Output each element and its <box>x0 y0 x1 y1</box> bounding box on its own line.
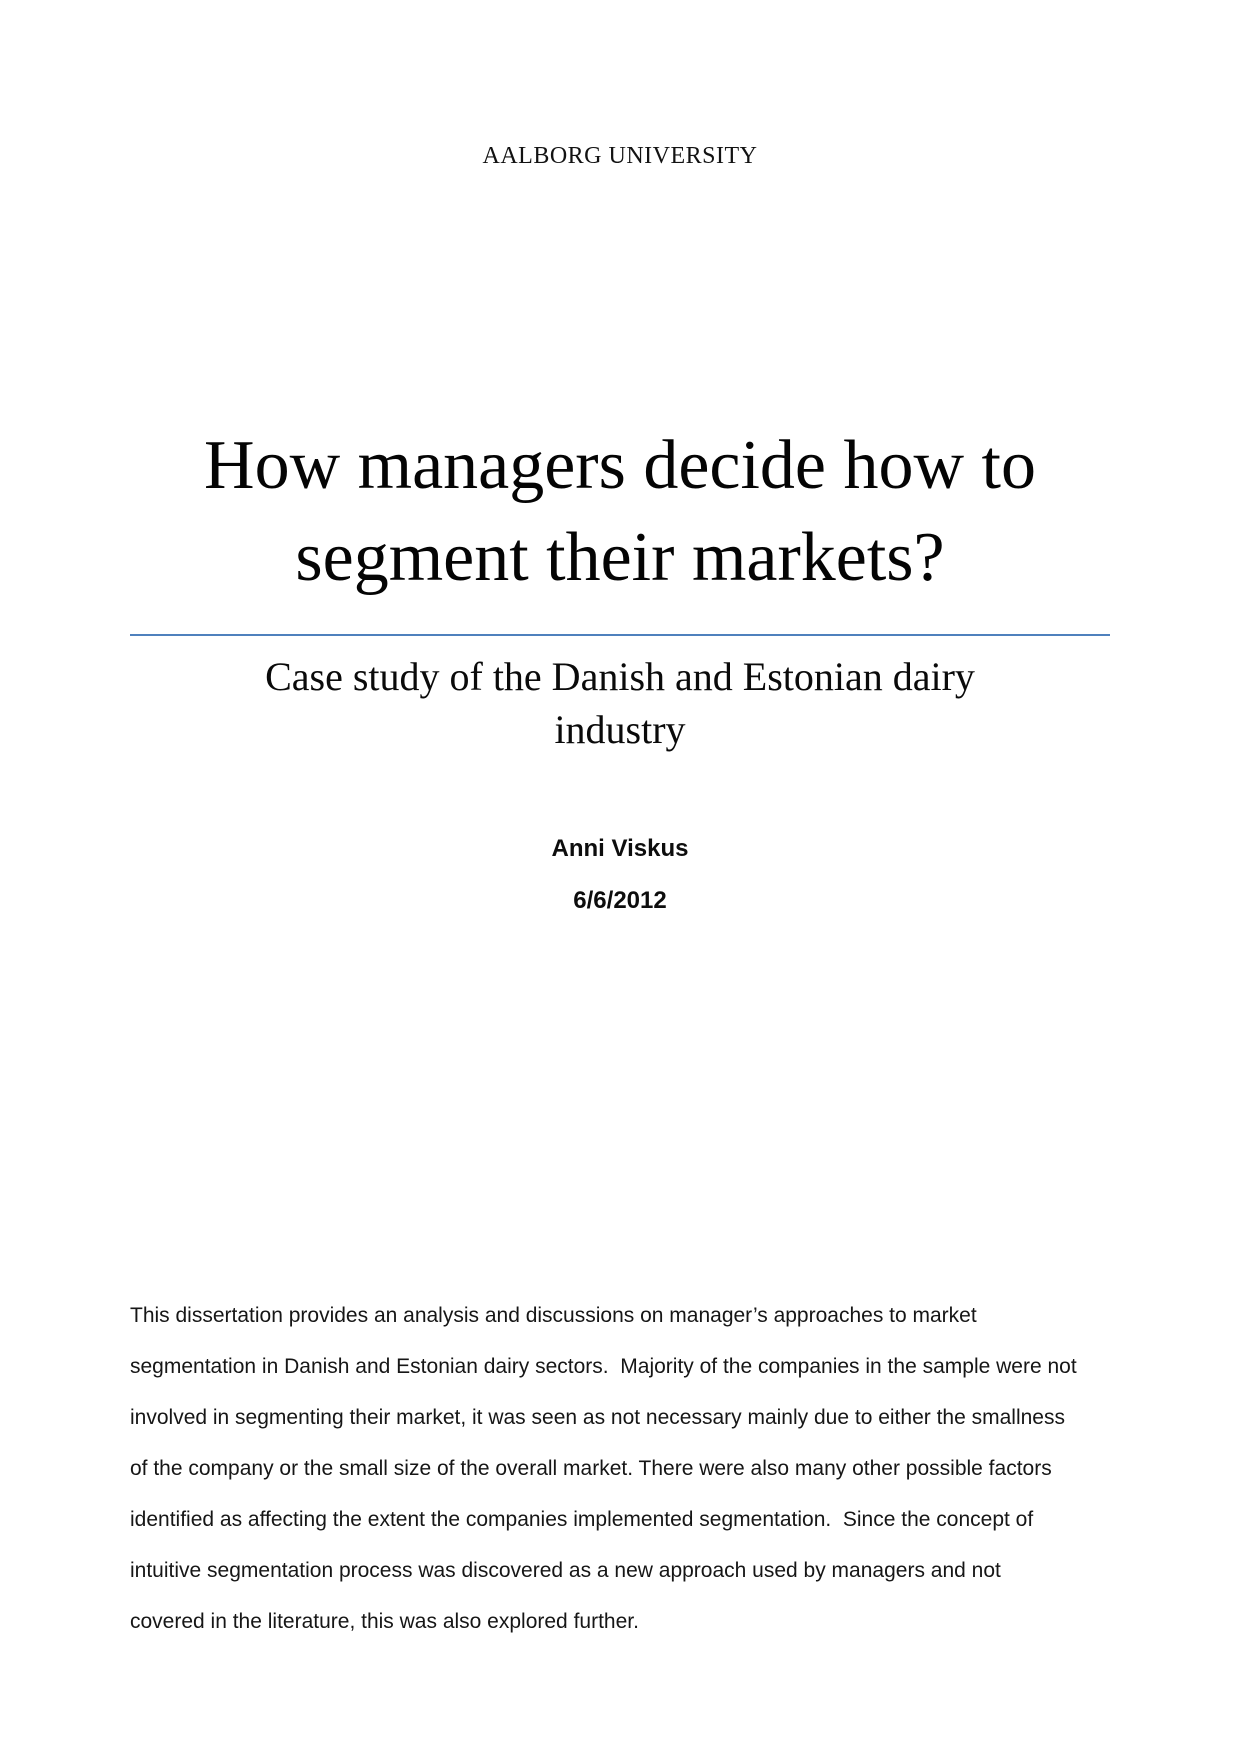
author-name: Anni Viskus <box>551 835 689 862</box>
title-line-2: segment their markets? <box>295 519 945 596</box>
university-name: AALBORG UNIVERSITY <box>482 143 758 169</box>
abstract-paragraph: This dissertation provides an analysis and discussions on manager’s approaches to market segmentation in Danish and Estonian dairy sectors. Majority of the companies in the sample were not involved in segmenting their market, it was seen as not necessary mainly due to either the smallness of the company or the small size of the overall market. There were also many other possible factors identified as affecting the extent the companies implemented segmentation. Since the concept of intuitive segmentation process was discovered as a new approach used by managers and not covered in the literature, this was also explored further. <box>130 1304 1083 1633</box>
document-subtitle <box>130 650 1110 756</box>
title-line-1: How managers decide how to <box>204 427 1036 504</box>
document-title <box>130 420 1110 636</box>
subtitle-line-2: industry <box>554 707 686 752</box>
subtitle-line-1: Case study of the Danish and Estonian dairy <box>265 654 975 699</box>
publication-date: 6/6/2012 <box>573 887 667 914</box>
